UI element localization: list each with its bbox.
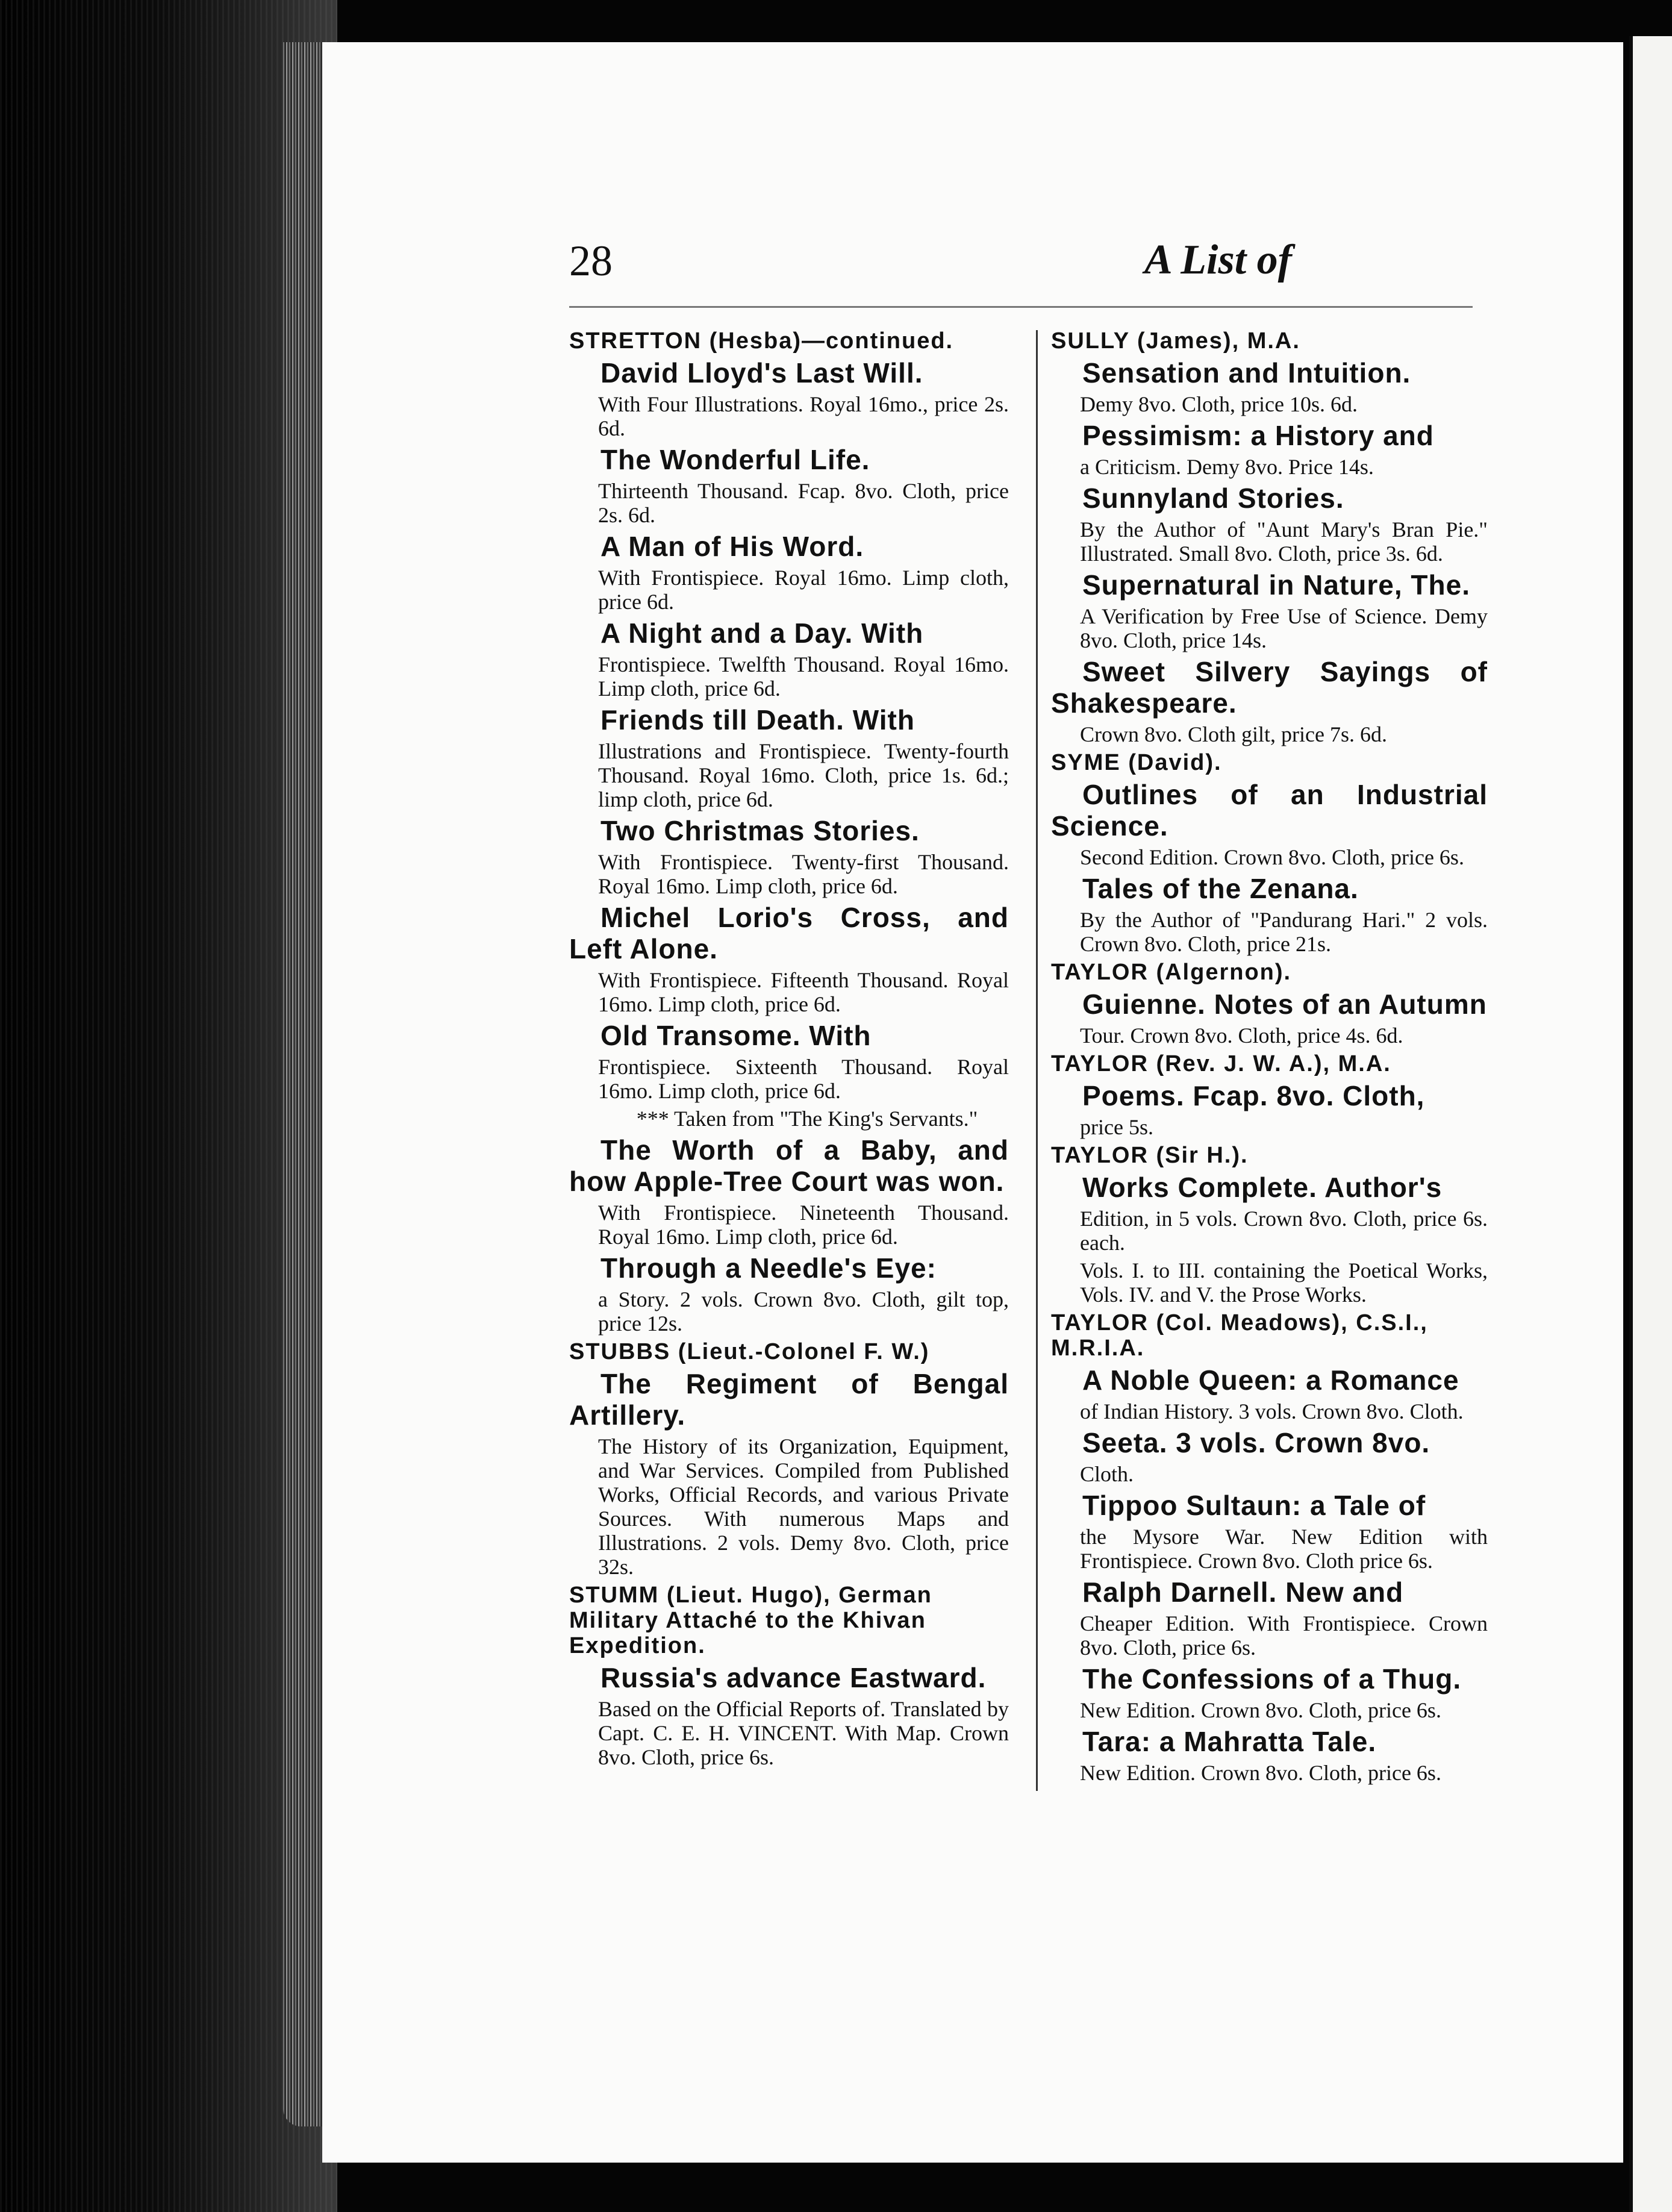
right-column xyxy=(1051,328,1488,1789)
author-heading: TAYLOR (Rev. J. W. A.), M.A. xyxy=(1051,1051,1391,1076)
book-description: With Frontispiece. Royal 16mo. Limp cloth, price 6d. xyxy=(598,566,1009,614)
book-description: Edition, in 5 vols. Crown 8vo. Cloth, price 6s. each. xyxy=(1080,1207,1488,1255)
book-description: New Edition. Crown 8vo. Cloth, price 6s. xyxy=(1080,1761,1441,1785)
book-description: New Edition. Crown 8vo. Cloth, price 6s. xyxy=(1080,1698,1441,1722)
book-title: Michel Lorio's Cross, and Left Alone. xyxy=(569,902,1009,964)
book-title: The Confessions of a Thug. xyxy=(1082,1663,1462,1695)
page-header xyxy=(569,236,1473,302)
left-column xyxy=(569,328,1009,1773)
book-description: Crown 8vo. Cloth gilt, price 7s. 6d. xyxy=(1080,722,1387,746)
book-description: Based on the Official Reports of. Translated by Capt. C. E. H. VINCENT. With Map. Crown 8vo. Cloth, price 6s. xyxy=(598,1697,1009,1769)
book-title: Through a Needle's Eye: xyxy=(600,1252,937,1284)
author-heading: STRETTON (Hesba)—continued. xyxy=(569,328,954,354)
book-description: Cloth. xyxy=(1080,1462,1134,1486)
book-description: of Indian History. 3 vols. Crown 8vo. Cloth. xyxy=(1080,1399,1464,1423)
author-heading: SULLY (James), M.A. xyxy=(1051,328,1300,354)
facing-page-edge xyxy=(1629,36,1672,2212)
book-title: Tara: a Mahratta Tale. xyxy=(1082,1726,1377,1757)
book-description: Tour. Crown 8vo. Cloth, price 4s. 6d. xyxy=(1080,1023,1403,1048)
book-description: price 5s. xyxy=(1080,1115,1153,1139)
book-title: Seeta. 3 vols. Crown 8vo. xyxy=(1082,1427,1430,1458)
book-description: With Frontispiece. Twenty-first Thousand. Royal 16mo. Limp cloth, price 6d. xyxy=(598,850,1009,898)
author-heading: SYME (David). xyxy=(1051,750,1222,775)
book-description: By the Author of "Pandurang Hari." 2 vols. Crown 8vo. Cloth, price 21s. xyxy=(1080,908,1488,956)
note-text: *** Taken from "The King's Servants." xyxy=(636,1107,978,1131)
book-title: Pessimism: a History and xyxy=(1082,420,1434,451)
book-description: Illustrations and Frontispiece. Twenty-fourth Thousand. Royal 16mo. Cloth, price 1s. 6d.; limp cloth, price 6d. xyxy=(598,739,1009,811)
book-title: Sunnyland Stories. xyxy=(1082,483,1344,514)
author-heading: TAYLOR (Col. Meadows), C.S.I., M.R.I.A. xyxy=(1051,1310,1428,1361)
book-description: By the Author of "Aunt Mary's Bran Pie." Illustrated. Small 8vo. Cloth, price 3s. 6d. xyxy=(1080,517,1488,566)
author-heading: TAYLOR (Sir H.). xyxy=(1051,1143,1249,1168)
author-heading: TAYLOR (Algernon). xyxy=(1051,960,1292,985)
book-title: The Wonderful Life. xyxy=(600,444,870,475)
book-title: Poems. Fcap. 8vo. Cloth, xyxy=(1082,1080,1425,1111)
book-title: Tippoo Sultaun: a Tale of xyxy=(1082,1490,1426,1521)
book-title: Works Complete. Author's xyxy=(1082,1172,1443,1203)
book-title: Guienne. Notes of an Autumn xyxy=(1082,989,1487,1020)
book-title: Supernatural in Nature, The. xyxy=(1082,569,1470,601)
book-title: Russia's advance Eastward. xyxy=(600,1662,987,1693)
book-title: The Regiment of Bengal Artillery. xyxy=(569,1368,1009,1431)
author-heading: STUBBS (Lieut.-Colonel F. W.) xyxy=(569,1339,930,1364)
book-description: the Mysore War. New Edition with Frontispiece. Crown 8vo. Cloth price 6s. xyxy=(1080,1525,1488,1573)
book-title: Ralph Darnell. New and xyxy=(1082,1576,1404,1608)
column-divider xyxy=(1036,330,1038,1791)
book-description: With Four Illustrations. Royal 16mo., price 2s. 6d. xyxy=(598,392,1009,440)
book-title: David Lloyd's Last Will. xyxy=(600,357,923,389)
book-title: Outlines of an Industrial Science. xyxy=(1051,779,1488,842)
running-head: A List of xyxy=(1144,237,1292,283)
book-description: Thirteenth Thousand. Fcap. 8vo. Cloth, price 2s. 6d. xyxy=(598,479,1009,527)
book-description: With Frontispiece. Nineteenth Thousand. Royal 16mo. Limp cloth, price 6d. xyxy=(598,1201,1009,1249)
book-description: Frontispiece. Sixteenth Thousand. Royal 16mo. Limp cloth, price 6d. xyxy=(598,1055,1009,1103)
header-rule xyxy=(569,306,1473,308)
book-description: Vols. I. to III. containing the Poetical Works, Vols. IV. and V. the Prose Works. xyxy=(1080,1258,1488,1307)
book-title: A Night and a Day. With xyxy=(600,617,924,649)
book-description: Demy 8vo. Cloth, price 10s. 6d. xyxy=(1080,392,1358,416)
page-number: 28 xyxy=(569,237,613,285)
book-title: Two Christmas Stories. xyxy=(600,815,920,846)
book-title: Tales of the Zenana. xyxy=(1082,873,1359,904)
book-title: Sweet Silvery Sayings of Shakespeare. xyxy=(1051,656,1488,719)
book-title: Sensation and Intuition. xyxy=(1082,357,1411,389)
book-title: The Worth of a Baby, and how Apple-Tree Court was won. xyxy=(569,1134,1009,1197)
book-description: Cheaper Edition. With Frontispiece. Crown 8vo. Cloth, price 6s. xyxy=(1080,1611,1488,1660)
book-title: Old Transome. With xyxy=(600,1020,872,1051)
book-description: Second Edition. Crown 8vo. Cloth, price 6s. xyxy=(1080,845,1464,869)
book-description: A Verification by Free Use of Science. Demy 8vo. Cloth, price 14s. xyxy=(1080,604,1488,652)
book-title: A Noble Queen: a Romance xyxy=(1082,1364,1459,1396)
book-title: Friends till Death. With xyxy=(600,704,915,736)
book-description: Frontispiece. Twelfth Thousand. Royal 16mo. Limp cloth, price 6d. xyxy=(598,652,1009,701)
book-description: a Criticism. Demy 8vo. Price 14s. xyxy=(1080,455,1374,479)
book-description: With Frontispiece. Fifteenth Thousand. Royal 16mo. Limp cloth, price 6d. xyxy=(598,968,1009,1016)
author-heading: STUMM (Lieut. Hugo), German Military Attaché to the Khivan Expedition. xyxy=(569,1582,932,1658)
book-title: A Man of His Word. xyxy=(600,531,864,562)
page-edges xyxy=(283,42,325,2126)
book-description: The History of its Organization, Equipment, and War Services. Compiled from Published Works, Official Records, and various Private Sources. With numerous Maps and Illustrations. 2 vols. Demy 8vo. Cloth, price 32s. xyxy=(598,1434,1009,1579)
book-description: a Story. 2 vols. Crown 8vo. Cloth, gilt top, price 12s. xyxy=(598,1287,1009,1336)
